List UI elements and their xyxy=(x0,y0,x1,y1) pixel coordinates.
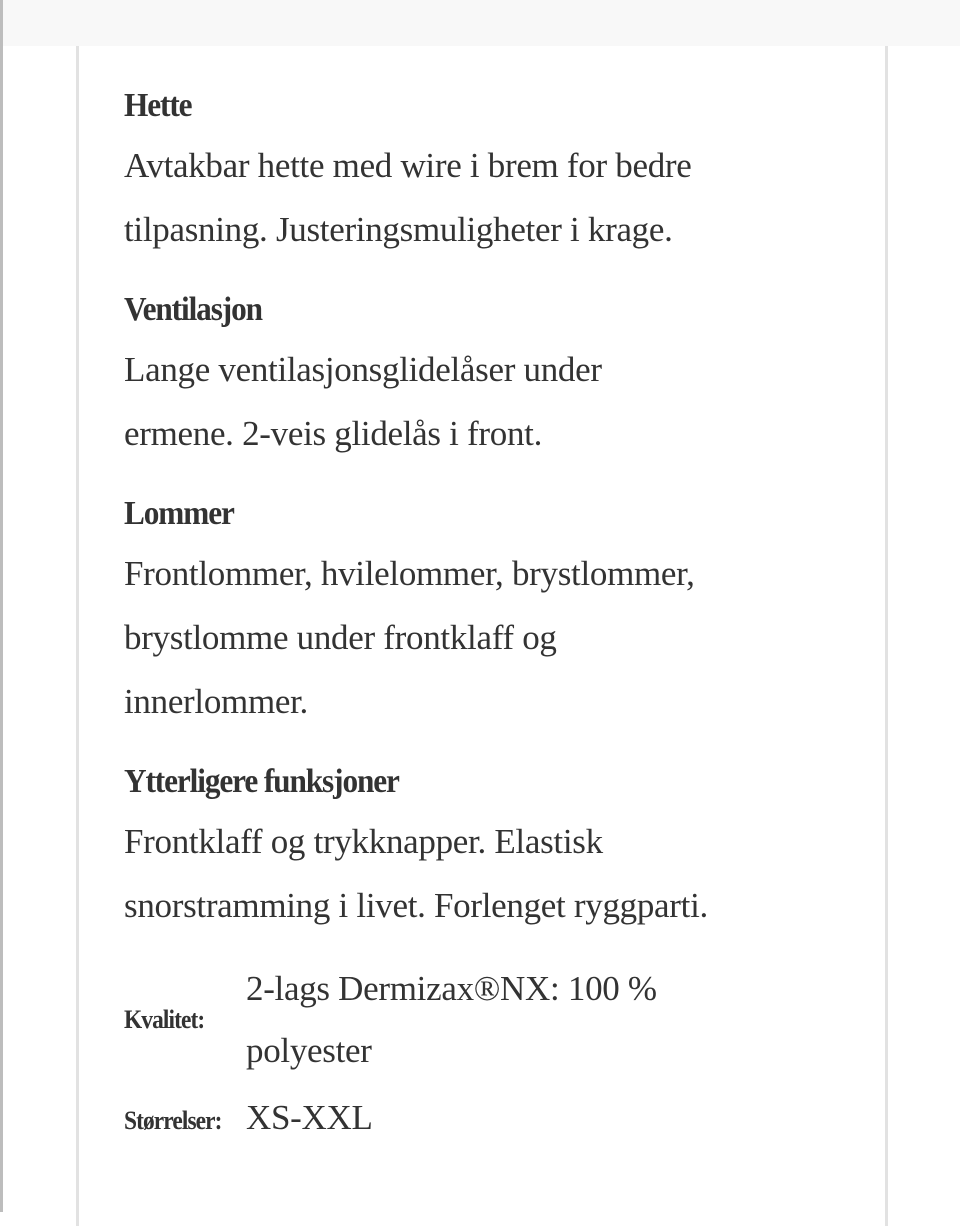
section-text: Lange ventilasjonsglidelåser under xyxy=(124,350,602,389)
quality-value-line: 2-lags Dermizax®NX: 100 % xyxy=(246,969,657,1008)
sizes-value: XS-XXL xyxy=(246,1098,373,1137)
section-heading: Hette xyxy=(124,87,192,124)
spec-quality-row xyxy=(124,958,884,1082)
top-bar xyxy=(0,0,960,46)
section-text: brystlomme under frontklaff og xyxy=(124,618,557,657)
section-heading: Ventilasjon xyxy=(124,291,262,328)
quality-label: Kvalitet: xyxy=(124,1005,205,1034)
section-text: Frontklaff og trykknapper. Elastisk xyxy=(124,822,603,861)
section-heading: Ytterligere funksjoner xyxy=(124,763,399,800)
section-heading: Lommer xyxy=(124,495,234,532)
section-text: innerlommer. xyxy=(124,682,308,721)
product-description xyxy=(124,78,884,1150)
section-hette xyxy=(124,78,884,262)
section-text: ermene. 2-veis glidelås i front. xyxy=(124,414,543,453)
section-text: tilpasning. Justeringsmuligheter i krage. xyxy=(124,210,673,249)
spec-sizes-row xyxy=(124,1086,884,1150)
section-text: Frontlommer, hvilelommer, brystlommer, xyxy=(124,554,695,593)
screen-edge xyxy=(0,0,3,1212)
quality-value-line: polyester xyxy=(246,1031,372,1070)
quality-value xyxy=(246,958,657,1082)
sizes-label: Størrelser: xyxy=(124,1106,222,1135)
section-text: Avtakbar hette med wire i brem for bedre xyxy=(124,146,692,185)
section-lommer xyxy=(124,486,884,734)
section-text: snorstramming i livet. Forlenget ryggparti. xyxy=(124,886,708,925)
section-ventilasjon xyxy=(124,282,884,466)
section-ytterligere-funksjoner xyxy=(124,754,884,938)
